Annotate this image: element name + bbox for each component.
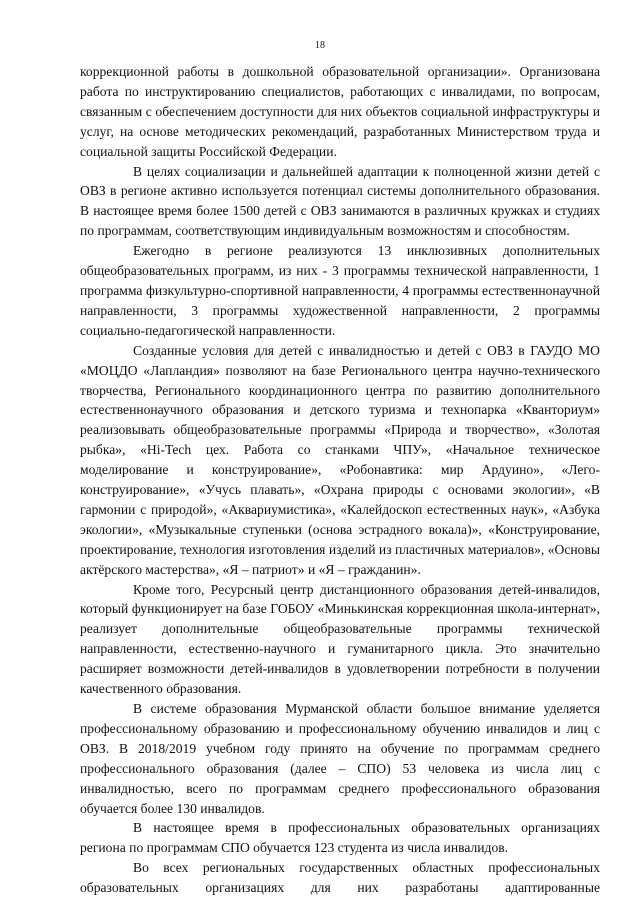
paragraph: Созданные условия для детей с инвалидностью и детей с ОВЗ в ГАУДО МО «МОЦДО «Лапландия» позволяют на базе Регионального центра научно-технического творчества, Регионального координационного центра по развитию дополнительного естественнонаучного образования и детского туризма и технопарка «Кванториум» реализовывать общеобразовательные программы «Природа и творчество», «Золотая рыбка», «Hi-Tech цех. Работа со станками ЧПУ», «Начальное техническое моделирование и конструирование», «Робонавтика: мир Ардуино», «Лего-конструирование», «Учусь плавать», «Охрана природы с основами экологии», «В гармонии с природой», «Аквариумистика», «Калейдоскоп естественных наук», «Азбука экологии», «Музыкальные ступеньки (основа эстрадного вокала)», «Конструирование, проектирование, технология изготовления изделий из пластичных материалов», «Основы актёрского мастерства», «Я – патриот» и «Я – гражданин». [80,342,600,577]
paragraph: В целях социализации и дальнейшей адаптации к полноценной жизни детей с ОВЗ в регионе активно используется потенциал системы дополнительного образования. В настоящее время более 1500 детей с ОВЗ занимаются в различных кружках и студиях по программам, соответствующим индивидуальным возможностям и способностям. [80,163,600,239]
paragraph: Кроме того, Ресурсный центр дистанционного образования детей-инвалидов, который функционирует на базе ГОБОУ «Минькинская коррекционная школа-интернат», реализует дополнительные общеобразовательные программы технической направленности, естественно-научного и гуманитарного цикла. Это значительно расширяет возможности детей-инвалидов в удовлетворении потребности в получении качественного образования. [80,581,600,697]
page-number: 18 [315,40,325,51]
paragraph: Во всех региональных государственных областных профессиональных образовательных организациях для них разработаны адаптированные [80,860,600,896]
document-body [80,62,600,898]
paragraph: В системе образования Мурманской области большое внимание уделяется профессиональному образованию и профессиональному обучению инвалидов и лиц с ОВЗ. В 2018/2019 учебном году принято на обучение по программам среднего профессионального образования (далее – СПО) 53 человека из числа лиц с инвалидностью, всего по программам среднего профессионального образования обучается более 130 инвалидов. [80,701,600,816]
paragraph: В настоящее время в профессиональных образовательных организациях региона по программам СПО обучается 123 студента из числа инвалидов. [80,820,600,856]
paragraph: коррекционной работы в дошкольной образовательной организации». Организована работа по инструктированию специалистов, работающих с инвалидами, по вопросам, связанным с обеспечением доступности для них объектов социальной инфраструктуры и услуг, на основе методических рекомендаций, разработанных Министерством труда и социальной защиты Российской Федерации. [80,64,600,159]
paragraph: Ежегодно в регионе реализуются 13 инклюзивных дополнительных общеобразовательных программ, из них - 3 программы технической направленности, 1 программа физкультурно-спортивной направленности, 4 программы естественнонаучной направленности, 3 программы художественной направленности, 2 программы социально-педагогической направленности. [80,243,600,338]
